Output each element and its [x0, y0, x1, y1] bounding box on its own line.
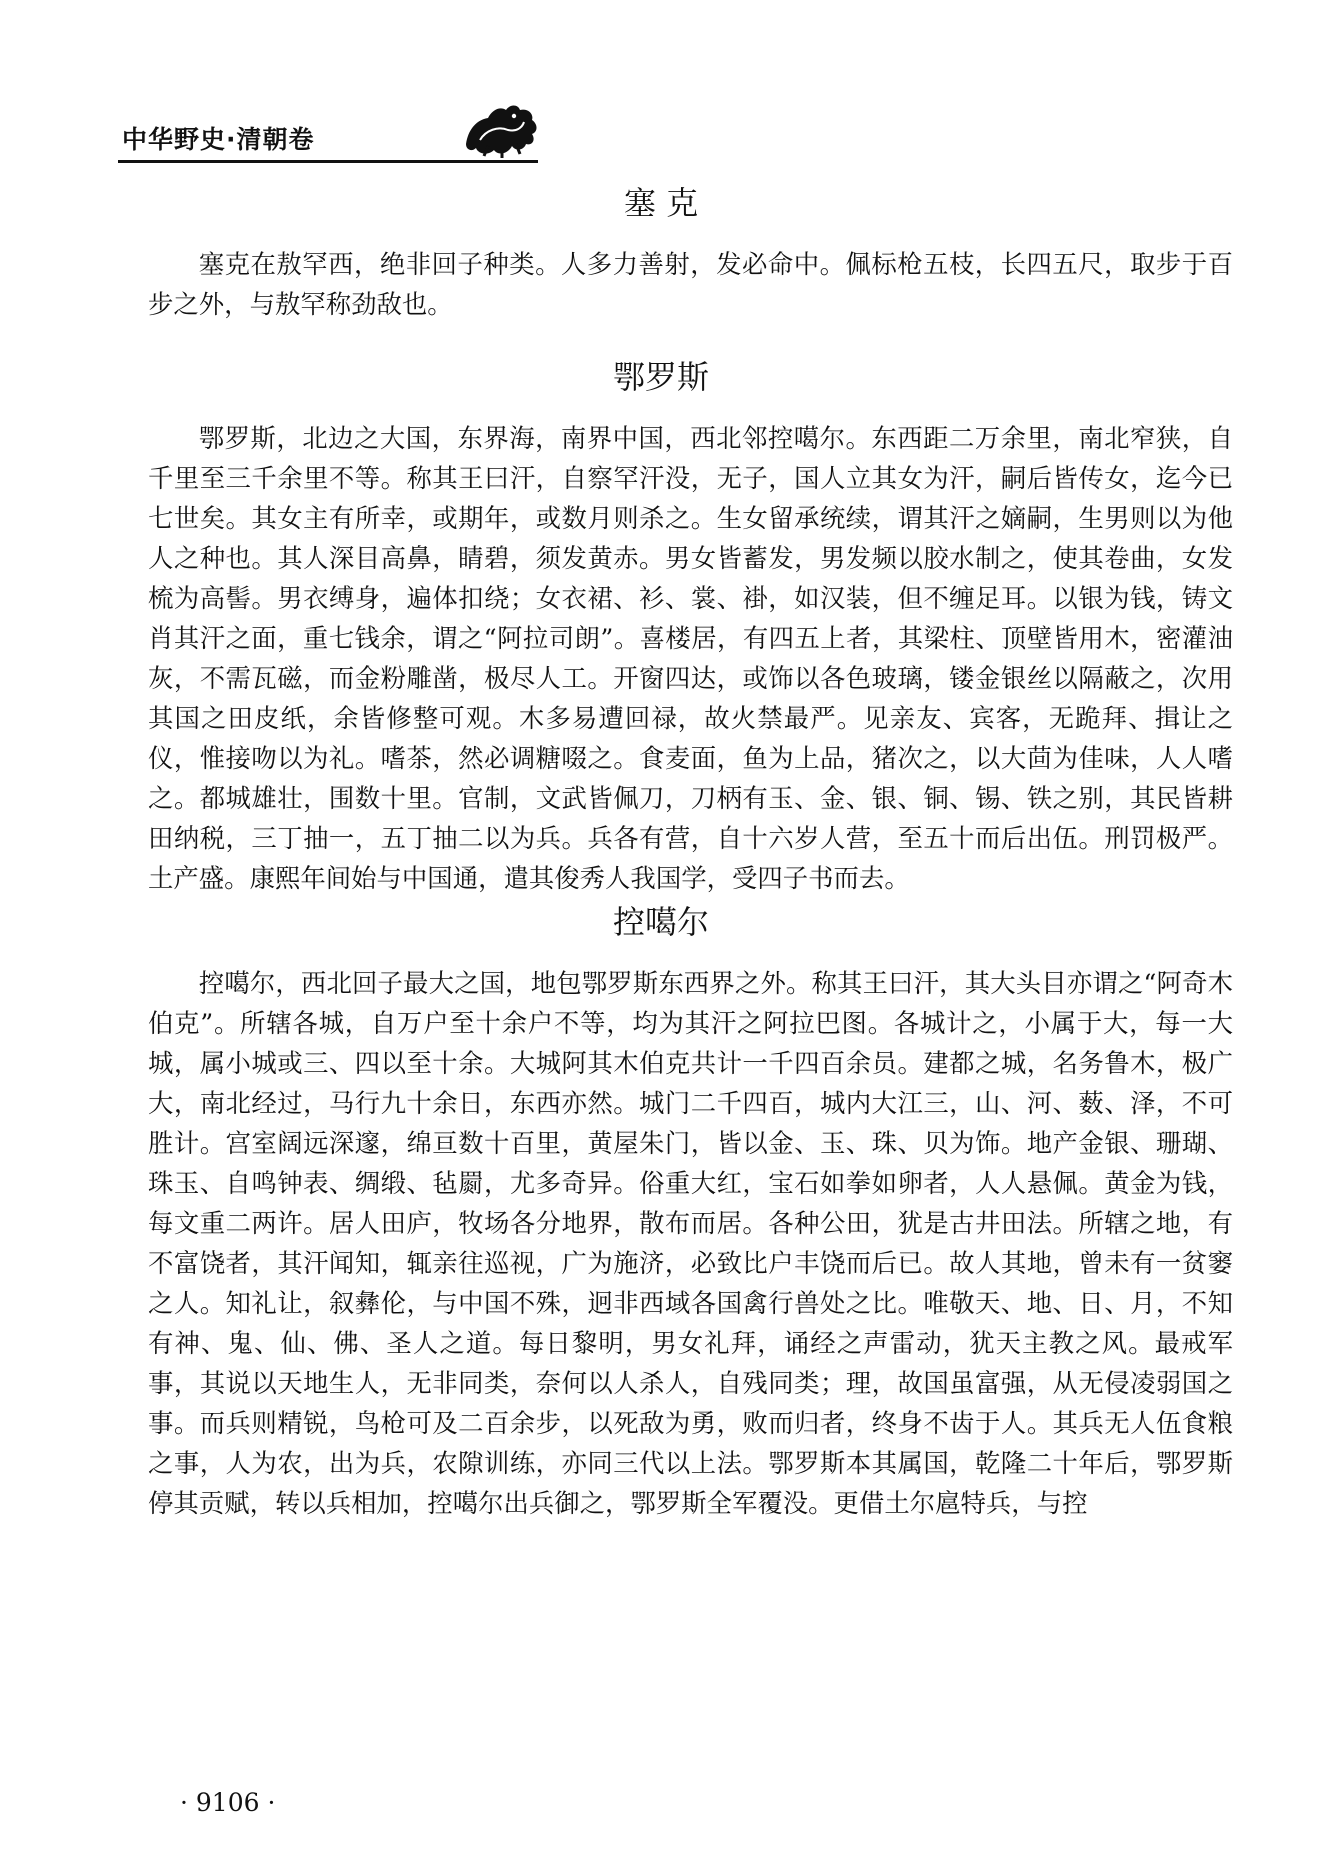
page-number: · 9106 ·	[180, 1788, 276, 1817]
dragon-icon	[458, 100, 544, 160]
section-title-konggaer: 控噶尔	[612, 903, 709, 941]
section-title-saike: 塞 克	[623, 184, 699, 222]
section-body-eluosi: 鄂罗斯，北边之大国，东界海，南界中国，西北邻控噶尔。东西距二万余里，南北窄狭，自千里至三千余里不等。称其王曰汗，自察罕汗没，无子，国人立其女为汗，嗣后皆传女，迄今已七世矣。其女主有所幸，或期年，或数月则杀之。生女留承统续，谓其汗之嫡嗣，生男则以为他人之种也。其人深目高鼻，睛碧，须发黄赤。男女皆蓄发，男发频以胶水制之，使其卷曲，女发梳为高髻。男衣缚身，遍体扣绕；女衣裙、衫、裳、褂，如汉装，但不缠足耳。以银为钱，铸文肖其汗之面，重七钱余，谓之“阿拉司朗”。喜楼居，有四五上者，其梁柱、顶壁皆用木，密灌油灰，不需瓦磁，而金粉雕凿，极尽人工。开窗四达，或饰以各色玻璃，镂金银丝以隔蔽之，次用其国之田皮纸，余皆修整可观。木多易遭回禄，故火禁最严。见亲友、宾客，无跪拜、揖让之仪，惟接吻以为礼。嗜茶，然必调糖啜之。食麦面，鱼为上品，猪次之，以大茴为佳味，人人嗜之。都城雄壮，围数十里。官制，文武皆佩刀，刀柄有玉、金、银、铜、锡、铁之别，其民皆耕田纳税，三丁抽一，五丁抽二以为兵。兵各有营，自十六岁人营，至五十而后出伍。刑罚极严。土产盛。康熙年间始与中国通，遣其俊秀人我国学，受四子书而去。	[148, 423, 1233, 893]
running-header	[118, 100, 538, 166]
header-rule	[118, 160, 538, 163]
section-body-saike: 塞克在敖罕西，绝非回子种类。人多力善射，发必命中。佩标枪五枝，长四五尺，取步于百步之外，与敖罕称劲敌也。	[148, 249, 1233, 319]
book-title: 中华野史·清朝卷	[122, 125, 315, 154]
section-body-konggaer: 控噶尔，西北回子最大之国，地包鄂罗斯东西界之外。称其王曰汗，其大头目亦谓之“阿奇木伯克”。所辖各城，自万户至十余户不等，均为其汗之阿拉巴图。各城计之，小属于大，每一大城，属小城或三、四以至十余。大城阿其木伯克共计一千四百余员。建都之城，名务鲁木，极广大，南北经过，马行九十余日，东西亦然。城门二千四百，城内大江三，山、河、薮、泽，不可胜计。宫室阔远深邃，绵亘数十百里，黄屋朱门，皆以金、玉、珠、贝为饰。地产金银、珊瑚、珠玉、自鸣钟表、绸缎、毡罽，尤多奇异。俗重大红，宝石如拳如卵者，人人悬佩。黄金为钱，每文重二两许。居人田庐，牧场各分地界，散布而居。各种公田，犹是古井田法。所辖之地，有不富饶者，其汗闻知，辄亲往巡视，广为施济，必致比户丰饶而后已。故人其地，曾未有一贫窭之人。知礼让，叙彝伦，与中国不殊，迥非西域各国禽行兽处之比。唯敬天、地、日、月，不知有神、鬼、仙、佛、圣人之道。每日黎明，男女礼拜，诵经之声雷动，犹天主教之风。最戒军事，其说以天地生人，无非同类，奈何以人杀人，自残同类；理，故国虽富强，从无侵凌弱国之事。而兵则精锐，鸟枪可及二百余步，以死敌为勇，败而归者，终身不齿于人。其兵无人伍食粮之事，人为农，出为兵，农隙训练，亦同三代以上法。鄂罗斯本其属国，乾隆二十年后，鄂罗斯停其贡赋，转以兵相加，控噶尔出兵御之，鄂罗斯全军覆没。更借土尔扈特兵，与控	[148, 968, 1233, 1518]
section-title-eluosi: 鄂罗斯	[612, 358, 709, 396]
